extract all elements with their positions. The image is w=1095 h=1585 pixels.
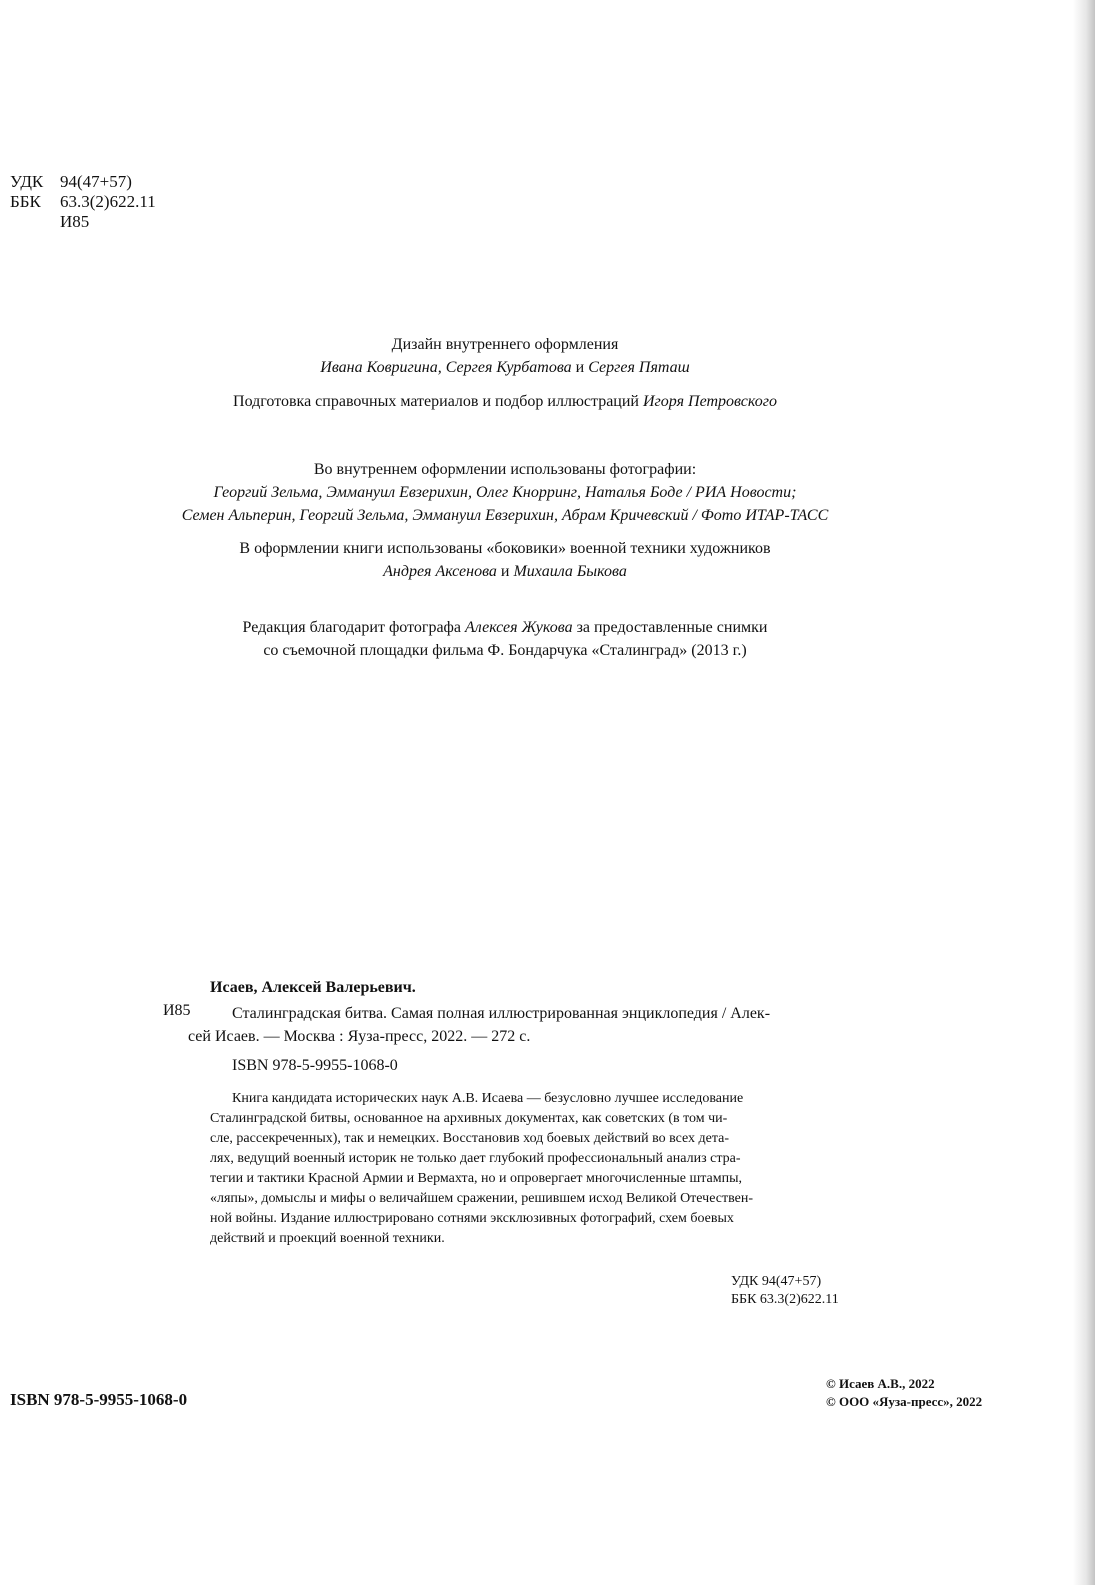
bib-title-line-1: Сталинградская битва. Самая полная иллюстрированная энциклопедия / Алек- xyxy=(232,1005,771,1022)
bib-title xyxy=(188,1002,850,1048)
bib-isbn: ISBN 978-5-9955-1068-0 xyxy=(232,1057,398,1074)
artist-2: Михаила Быкова xyxy=(513,563,627,580)
artwork-line: В оформлении книги использованы «боковики» военной техники художников xyxy=(239,540,771,557)
bib-udk: УДК 94(47+57) xyxy=(731,1274,822,1289)
design-names xyxy=(90,356,920,379)
design-sep: и xyxy=(571,359,589,376)
designer-3: Сергея Пяташ xyxy=(588,359,690,376)
author-mark-row xyxy=(10,212,156,232)
annotation-line: Сталинградской битвы, основанное на архивных документах, как советских (в том чи- xyxy=(210,1111,728,1126)
bbk-label: ББК xyxy=(10,192,41,211)
annotation-line: «ляпы», домыслы и мифы о величайшем сражении, решившем исход Великой Отечествен- xyxy=(210,1191,753,1206)
classification-block xyxy=(10,172,156,232)
thanks-name: Алексея Жукова xyxy=(465,619,573,636)
udk-row xyxy=(10,172,156,192)
photo-line-1: Георгий Зельма, Эммануил Евзерихин, Олег Кнорринг, Наталья Боде / РИА Новости; xyxy=(213,484,797,501)
bib-bbk: ББК 63.3(2)622.11 xyxy=(731,1292,839,1307)
designer-2: Сергея Курбатова xyxy=(445,359,572,376)
annotation-line: ной войны. Издание иллюстрировано сотнями эксклюзивных фотографий, схем боевых xyxy=(210,1211,734,1226)
thanks-post: за предоставленные снимки xyxy=(572,619,768,636)
reference-text: Подготовка справочных материалов и подбор иллюстраций xyxy=(233,393,643,410)
thanks-line-1 xyxy=(90,616,920,639)
artwork-credits xyxy=(90,537,920,583)
author-mark: И85 xyxy=(60,212,90,231)
annotation-line: Книга кандидата исторических наук А.В. Исаева — безусловно лучшее исследование xyxy=(232,1091,744,1106)
photo-line-2: Семен Альперин, Георгий Зельма, Эммануил Евзерихин, Абрам Кричевский / Фото ИТАР-ТАСС xyxy=(181,507,829,524)
page-edge-shadow xyxy=(1073,0,1095,1585)
photo-credits xyxy=(90,458,920,527)
design-line: Дизайн внутреннего оформления xyxy=(391,336,619,353)
bbk-value: 63.3(2)622.11 xyxy=(60,192,156,211)
copyright-publisher: © ООО «Яуза-пресс», 2022 xyxy=(826,1394,983,1409)
annotation-line: действий и проекций военной техники. xyxy=(210,1231,445,1246)
reference-name: Игоря Петровского xyxy=(642,393,777,410)
bib-author: Исаев, Алексей Валерьевич. xyxy=(210,979,416,996)
designer-1: Ивана Ковригина, xyxy=(320,359,442,376)
artist-1: Андрея Аксенова xyxy=(383,563,497,580)
bbk-row xyxy=(10,192,156,212)
udk-value: 94(47+57) xyxy=(60,172,132,191)
photo-heading: Во внутреннем оформлении использованы фотографии: xyxy=(313,461,697,478)
udk-label: УДК xyxy=(10,172,44,191)
footer-isbn: ISBN 978-5-9955-1068-0 xyxy=(10,1390,188,1409)
copyright-block xyxy=(826,1375,982,1411)
annotation-line: тегии и тактики Красной Армии и Вермахта, но и опровергает многочисленные штампы, xyxy=(210,1171,743,1186)
bib-title-line-2: сей Исаев. — Москва : Яуза-пресс, 2022. — 272 с. xyxy=(188,1028,531,1045)
design-credits xyxy=(90,333,920,379)
annotation-line: лях, ведущий военный историк не только дает глубокий профессиональный анализ стра- xyxy=(210,1151,741,1166)
bib-classification xyxy=(731,1273,839,1309)
bib-code: И85 xyxy=(163,1002,191,1019)
annotation xyxy=(210,1089,850,1249)
annotation-line: сле, рассекреченных), так и немецких. Восстановив ход боевых действий во всех дета- xyxy=(210,1131,730,1146)
thanks-line-2: со съемочной площадки фильма Ф. Бондарчука «Сталинград» (2013 г.) xyxy=(263,642,747,659)
artwork-names xyxy=(90,560,920,583)
thanks-block xyxy=(90,616,920,662)
artwork-sep: и xyxy=(496,563,514,580)
copyright-author: © Исаев А.В., 2022 xyxy=(826,1376,935,1391)
thanks-pre: Редакция благодарит фотографа xyxy=(242,619,466,636)
reference-credits xyxy=(90,390,920,413)
